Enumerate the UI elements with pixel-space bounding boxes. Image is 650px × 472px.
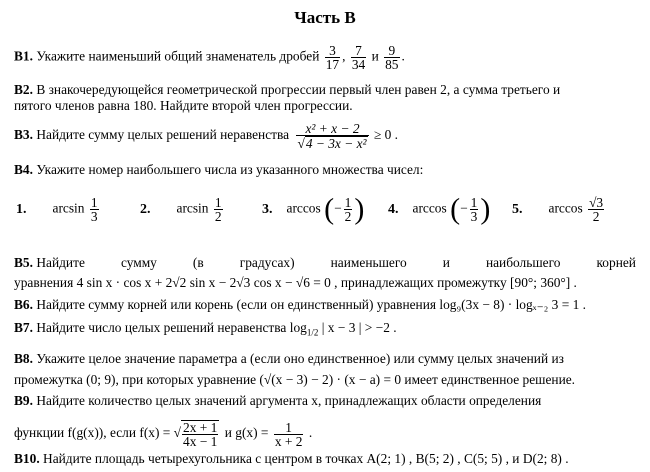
section-title: Часть B bbox=[294, 8, 356, 27]
inequality-tail: | x − 3 | > −2 . bbox=[321, 320, 397, 335]
choice-2: 2. arcsin $\frac{1}{2}$ bbox=[140, 195, 222, 224]
problem-number: В1. bbox=[14, 48, 33, 64]
problem-b9-line2: функции f(g(x)), если f(x) = √ $\frac{2x + 1}{4x - 1}$ и g(x) = $\frac{1}{x + 2}$ . bbox=[14, 419, 313, 449]
problem-text: Найдите площадь четырехугольника с центром в точках A(2; 1) , B(5; 2) , C(5; 5) , и D(2; 8) . bbox=[43, 451, 569, 466]
problem-b5-line2: уравнения 4 sin x · cos x + 2√2 sin x − 2√3 cos x − √6 = 0 , принадлежащих промежутку [90°; 360°] . bbox=[14, 275, 577, 290]
problem-b4 bbox=[14, 162, 423, 177]
fraction-1: $\frac{3}{17}$ bbox=[325, 43, 340, 72]
problem-b8-line2: промежутка (0; 9), при которых уравнение (√(x − 3) − 2) · (x − a) = 0 имеет единственное решение. bbox=[14, 372, 576, 387]
choice-5: 5. arccos $\frac{√3}{2}$ bbox=[512, 195, 604, 224]
problem-text: Найдите число целых решений неравенства log bbox=[36, 320, 307, 335]
fraction-3: $\frac{9}{85}$ bbox=[385, 43, 399, 72]
problem-text-line1: Укажите целое значение параметра a (если оно единственное) или сумму целых значений из bbox=[36, 351, 564, 366]
problem-b10 bbox=[14, 451, 569, 466]
problem-b2-line2: пятого членов равна 180. Найдите второй член прогрессии. bbox=[14, 98, 353, 113]
choice-4: 4. arccos (− $\frac{1}{3}$ ) bbox=[388, 192, 491, 226]
problem-text: Укажите номер наибольшего числа из указанного множества чисел: bbox=[36, 162, 424, 177]
problem-text: Найдите сумму корней или корень (если он единственный) уравнения log₉(3x − 8) · logₓ₋₂ 3 = 1 . bbox=[36, 297, 586, 312]
problem-b3 bbox=[14, 122, 398, 150]
problem-number: В3. bbox=[14, 127, 33, 143]
problem-number: В8. bbox=[14, 351, 33, 366]
problem-number: В7. bbox=[14, 320, 33, 335]
log-base: 1/2 bbox=[306, 327, 319, 338]
problem-b1: В1. Укажите наименьший общий знаменатель дробей $\frac{3}{17}$ , $\frac{7}{34}$ и $\frac{9}{85}$ . bbox=[14, 43, 405, 72]
inequality-fraction: $\frac{\text{x² + x − 2}}{\text{√4 − 3x − x²}}$ bbox=[297, 121, 367, 151]
problem-b2 bbox=[14, 82, 560, 97]
problem-b9 bbox=[14, 393, 541, 408]
problem-number: В5. bbox=[14, 255, 33, 270]
problem-number: В6. bbox=[14, 297, 33, 312]
problem-b5: В5. Найдите сумму (в градусах) наименьшего и наибольшего корней bbox=[14, 255, 636, 270]
problem-b6 bbox=[14, 297, 586, 312]
fraction-2: $\frac{7}{34}$ bbox=[351, 43, 366, 72]
problem-text-line1: В знакочередующейся геометрической прогрессии первый член равен 2, а сумма третьего и bbox=[36, 82, 561, 97]
choice-1: 1. arcsin $\frac{1}{3}$ bbox=[16, 195, 98, 224]
problem-number: В9. bbox=[14, 393, 33, 408]
problem-text-line1: Найдите количество целых значений аргумента x, принадлежащих области определения bbox=[36, 393, 542, 408]
problem-b7 bbox=[14, 320, 397, 341]
problem-b8 bbox=[14, 351, 564, 366]
problem-number: В4. bbox=[14, 162, 33, 177]
problem-number: В2. bbox=[14, 82, 33, 97]
problem-number: В10. bbox=[14, 451, 40, 466]
problem-text: Найдите сумму целых решений неравенства bbox=[36, 127, 290, 143]
inequality-tail: ≥ 0 . bbox=[373, 127, 399, 143]
conjunction: и bbox=[371, 48, 379, 64]
choice-3: 3. arccos (− $\frac{1}{2}$ ) bbox=[262, 192, 365, 226]
problem-text: Укажите наименьший общий знаменатель дробей bbox=[36, 48, 320, 64]
